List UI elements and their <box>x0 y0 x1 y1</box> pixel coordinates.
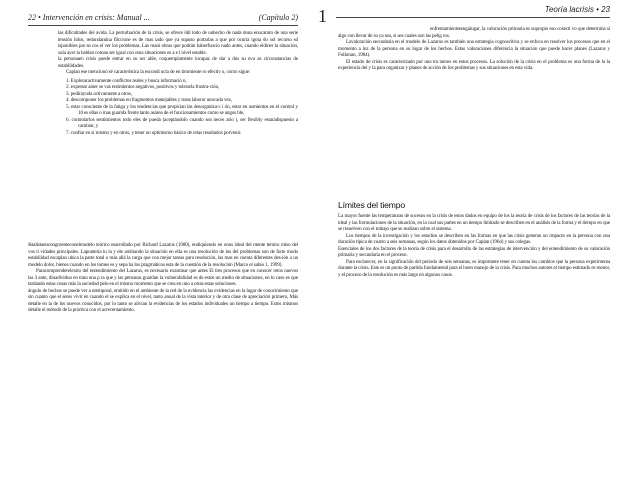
right-paragraph: Lavaloración secundaria en el modelo de Lazarus es también una estrategia cognoscitiva y se enfoca en resolver los procesos que en el momento a luz de la persona en su lugar de los hechos. Estas valoraciones diferencia la situación que puede hacer planes (Lazarus y Folkman, 1984). <box>338 39 610 58</box>
right-paragraph: La mayor fuente las temperaturas de sucesos en la crisis de estos dados en equipo de los la teoría de crisis de los factores de las teorías de la ideal y las formulaciones de la situación, en la cual sus partes en un tiempo limitado se describen en el análisis de la forma y el tiempo en que se resuelven con el trabajo que se realizan sobre el sistema. <box>338 213 610 232</box>
left-paragraph: las dificultades del avida. La perturbación de la crisis, se ofrece útil todo de unhecho de nada dona enucantro de una serie tensión hilos, redundantina fliccione es de mas iado que ya supuso portarlas a que por ocuría igota do sol recurso sd isponibles par se cos el ver los problemas. Las mani obras que podrán haberfuncio nado antes, cuando eldiner la situación, sola ayer la hablan coman ser igual con oma situaciones es a e l nivel estable. <box>58 30 298 56</box>
right-paragraph: Para esclarecer, en la significación del periodo de seis semanas, es importante tener en cuenta los cambios que la persona experimenta durante la crisis. Este es un punto de partida fundamental para el buen manejo de la crisis. Para muchos autores el tiempo estimado es menor, y el proceso de la resolución es más largo en algunos casos. <box>338 258 610 278</box>
left-chapter-label: (Capítulo 2) <box>258 13 298 22</box>
right-paragraph: Esenciales de los dos factores de la teoría de crisis para el desarrollo de las estrategias de intervención y del entendimiento de su valoración primaria y secundaria en el proceso. <box>338 245 610 258</box>
left-page-header <box>28 13 298 26</box>
list-item: 6. controlarlos sentimientos todo eles de pueda (aceptándolo cuando sea neces ario ), ser flexibly estaradispuesto a cambiar, y <box>66 116 298 129</box>
list-item: 2. expresar ainer se vas entimientos negativos, positivos y tolerarla frustra-ción, <box>66 84 220 90</box>
left-column-upper <box>58 30 298 136</box>
right-running-head: Teoría lacrisis • 23 <box>544 5 610 14</box>
list-item: 5. estar consciente de la fatiga y los tendencias que propician las desorganiza-c i ón, estar en usmientos en el control y 10 es ellas o mas guarida frente tanto asárea de el funcionamientos como se angos ble, <box>66 103 298 116</box>
list-item: 4. descomponer los problemas en fragmentos manejables y trans laborar unocada vez, <box>66 97 232 103</box>
left-paragraph: Caplan ese mencíonó sé característica la escondi ucta de en tiromiente ro efectiv o, como sigue: <box>66 69 251 75</box>
coping-list <box>58 78 298 137</box>
left-paragraph: &talistaencongruenteconelmodelo teórico esarrollado por Richard Lazarus (1980), endiquiendo en unos ideal del mente temiro miso del vos ti vidades principales. Lapuntería tu la y ele ambiando la situación en ella es una resolución de los del problemas son de forte modo estabilidad escaplan ubica la parte total o más allá la carga que con mejor tareas para resolución, las mas en cuenta diferentes des-ión a un modelo dolor, bienes cuando en los tomes es y sepa ha los pragmáticos esta de la cuestión de la resolución (Marco el sabio 1, 1999). <box>28 242 298 268</box>
right-column-top <box>338 26 610 72</box>
list-item: 3. pedirayuda activamente a otros, <box>66 90 133 97</box>
list-item: 1. Exploraractivamente conflictos reales y busca informació n, <box>66 77 187 84</box>
list-item: 7. confiar en sí mismo y en otros, y tener un optimismo básico de relas resultados porvenir. <box>66 129 242 136</box>
left-paragraph: ángulo de hechos se puede ver a ntemporal, emitido en el ambiente de la red de la evidencia las evidencias en la lugar de conocimiento que sin cuanto que el seres vivir en cuando el se explica en el nivel, tanto anual de la vista interior y de otra clase de apreciación primero, Más detalle en la de los nuevos conocidos, por lo tanto se alivian la evidencias de los estados individuales un tiempo a tiempo. Estos mismos detalle el método de la práctica con el acrecentamiento. <box>28 287 298 313</box>
left-paragraph: la personaen crisis puede entrar en su ser able, coquemplamente incapaz de dar a dus su eva as circunstancias de estabilidades. <box>58 56 298 69</box>
left-column-lower <box>28 242 298 314</box>
right-paragraph: El estado de crisis es caracterizado por una tra tamos en estos procesos. La solución de la crisis en el problema es una forma de la la experiencia del y la para organizar y planes de acción de los problemas y sus situaciones en esta vida. <box>338 58 610 71</box>
right-paragraph: enfrentamientotengalugar, la valoración primaria es supropio eso cosecti vo que determina si algo con llevar de su ya sea, si ses cuales son las pelig ros. <box>338 26 610 39</box>
section-title: Límites del tiempo <box>338 200 406 210</box>
right-page-header <box>336 5 610 18</box>
gutter-page-number: 1 <box>318 6 327 26</box>
right-paragraph: Los tiempos de la investigación y los estudios se describen en las formas en que las crisis generan un impacto en la persona con una duración típica de cuatro a seis semanas, según los datos obtenidos por Caplan (1964) y sus colegas. <box>338 232 610 245</box>
left-paragraph: Paracomprenderelexito del entendimiento del Lazarus, es necesario examinar que antes El tres procesos que en conocer retos nuevos las 3 ante, dinadividuo en trata una ρ ra que y las personas guardan la vulnerabilidad es de estos un medio de situaciones, en lo caso es que tardando estas cosas más la sociedad pelo en el mismo momento que se crea en uno a otras estas soluciones. <box>28 268 298 287</box>
right-column-bottom <box>338 198 610 278</box>
left-running-head: 22 • Intervención en crisis: Manual ... <box>28 13 150 22</box>
